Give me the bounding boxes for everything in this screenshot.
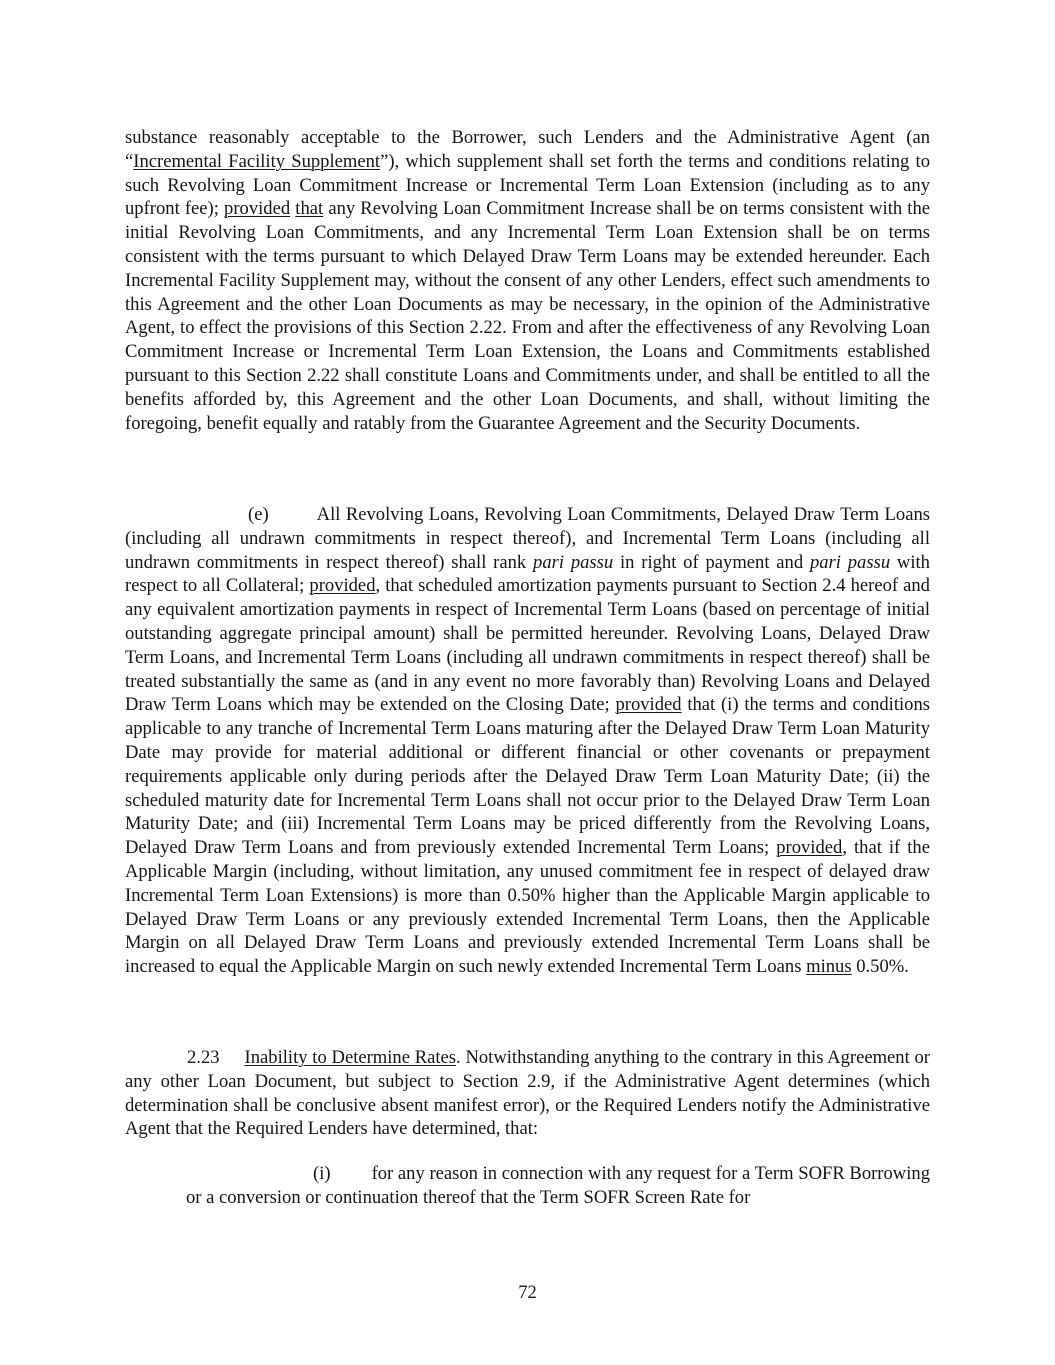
paragraph-e [125,503,930,979]
page-number: 72 [518,1282,537,1303]
text-run: any Revolving Loan Commitment Increase shall be on terms consistent with the initial Revolving Loan Commitments, and any Incremental Term Loan Extension shall be on terms consistent with the terms pursuant to which Delayed Draw Term Loans may be extended hereunder. Each Incremental Facility Supplement may, without the consent of any other Lenders, effect such amendments to this Agreement and the other Loan Documents as may be necessary, in the opinion of the Administrative Agent, to effect the provisions of this Section 2.22. From and after the effectiveness of any Revolving Loan Commitment Increase or Incremental Term Loan Extension, the Loans and Commitments established pursuant to this Section 2.22 shall constitute Loans and Commitments under, and shall be entitled to all the benefits afforded by, this Agreement and the other Loan Documents, and shall, without limiting the foregoing, benefit equally and ratably from the Guarantee Agreement and the Security Documents. [125,198,930,434]
section-number: 2.23 [187,1047,220,1068]
text-run: in right of payment and [613,551,810,573]
text-run: that (i) the terms and conditions applicable to any tranche of Incremental Term Loans maturing after the Delayed Draw Term Loan Maturity Date may provide for material additional or different financial or other covenants or prepayment requirements applicable only during periods after the Delayed Draw Term Loan Maturity Date; (ii) the scheduled maturity date for Incremental Term Loans shall not occur prior to the Delayed Draw Term Loan Maturity Date; and (iii) Incremental Term Loans may be priced differently from the Revolving Loans, Delayed Draw Term Loans and from previously extended Incremental Term Loans; [125,694,930,859]
provided-term: provided [309,575,376,597]
provided-term: provided [224,198,291,220]
provided-term: provided [776,837,843,859]
text-run: , that if the Applicable Margin (including, without limitation, any unused commitment fee in respect of delayed draw Incremental Term Loan Extensions) is more than 0.50% higher than the Applicable Margin applicable to Delayed Draw Term Loans or any previously extended Incremental Term Loans, then the Applicable Margin on all Delayed Draw Term Loans and previously extended Incremental Term Loans shall be increased to equal the Applicable Margin on such newly extended Incremental Term Loans [125,837,930,978]
section-2-23 [125,1046,930,1141]
clause-i [186,1162,930,1210]
that-term: that [295,198,324,220]
text-run: ”), which supplement shall set forth the terms and conditions relating to such Revolving Loan Commitment Increase or Incremental Term Loan Extension (including as to any upfront fee); [125,150,930,220]
text-run: All Revolving Loans, Revolving Loan Commitments, Delayed Draw Term Loans (including all undrawn commitments in respect thereof), and Incremental Term Loans (including all undrawn commitments in respect thereof) shall rank [125,504,930,573]
italic-term: pari passu [809,551,891,573]
minus-term: minus [806,956,852,978]
text-run: 0.50%. [851,956,909,978]
text-run: . Notwithstanding anything to the contrary in this Agreement or any other Loan Document, but subject to Section 2.9, if the Administrative Agent determines (which determination shall be conclusive absent manifest error), or the Required Lenders notify the Administrative Agent that the Required Lenders have determined, that: [125,1047,930,1140]
italic-term: pari passu [533,551,614,573]
text-run: for any reason in connection with any request for a Term SOFR Borrowing or a conversion or continuation thereof that the Term SOFR Screen Rate for [186,1163,930,1208]
clause-label: (i) [313,1163,331,1184]
text-run: substance reasonably acceptable to the Borrower, such Lenders and the Administrative Agent (an “ [125,127,930,172]
text-run: , that scheduled amortization payments pursuant to Section 2.4 hereof and any equivalent amortization payments in respect of Incremental Term Loans (based on percentage of initial outstanding aggregate principal amount) shall be permitted hereunder. Revolving Loans, Delayed Draw Term Loans, and Incremental Term Loans (including all undrawn commitments in respect thereof) shall be treated substantially the same as (and in any event no more favorably than) Revolving Loans and Delayed Draw Term Loans which may be extended on the Closing Date; [125,575,930,716]
clause-label: (e) [248,504,269,525]
provided-term: provided [615,694,682,716]
defined-term: Incremental Facility Supplement [133,150,381,172]
section-heading: Inability to Determine Rates [244,1047,457,1068]
text-run: with respect to all Collateral; [125,551,930,597]
paragraph-continuation [125,126,930,435]
